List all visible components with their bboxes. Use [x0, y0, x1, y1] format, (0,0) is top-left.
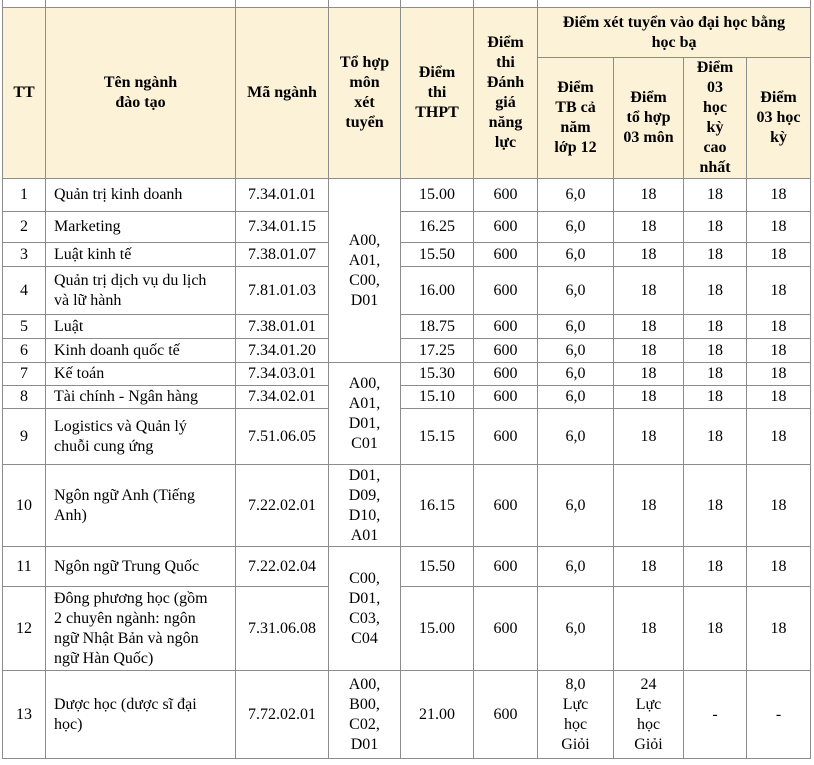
grade12-average: 6,0: [538, 465, 614, 547]
three-semesters-score: 18: [747, 465, 811, 547]
competency-score: 600: [474, 315, 538, 339]
three-semesters-score: 18: [747, 587, 811, 671]
subject-combination: A00, A01, D01, C01: [329, 363, 401, 465]
subject-combination: A00, B00, C02, D01: [329, 671, 401, 759]
major-name: Ngôn ngữ Anh (Tiếng Anh): [46, 465, 236, 547]
top-three-semesters-score: 18: [684, 409, 747, 465]
major-name: Dược học (dược sĩ đại học): [46, 671, 236, 759]
table-row: [3, 267, 811, 315]
major-name: Đông phương học (gồm 2 chuyên ngành: ngôn ngữ Nhật Bản và ngôn ngữ Hàn Quốc): [46, 587, 236, 671]
major-code: 7.34.01.20: [236, 339, 329, 363]
row-number: 6: [3, 339, 46, 363]
major-code: 7.81.01.03: [236, 267, 329, 315]
row-number: 3: [3, 243, 46, 267]
table-row: [3, 339, 811, 363]
header-transcript-group: Điểm xét tuyển vào đại học bằng học bạ: [538, 8, 811, 58]
grade12-average: 6,0: [538, 315, 614, 339]
header-tt: TT: [3, 8, 46, 179]
admission-score-table-wrapper: [2, 7, 811, 759]
three-semesters-score: 18: [747, 547, 811, 587]
row-number: 2: [3, 212, 46, 243]
grade12-average: 6,0: [538, 409, 614, 465]
row-number: 10: [3, 465, 46, 547]
top-three-semesters-score: 18: [684, 179, 747, 212]
competency-score: 600: [474, 671, 538, 759]
competency-score: 600: [474, 243, 538, 267]
thpt-score: 16.00: [401, 267, 474, 315]
header-grade12-average: Điểm TB cả năm lớp 12: [538, 58, 614, 179]
three-subject-score: 18: [614, 386, 684, 409]
header-subject-combination: Tổ hợp môn xét tuyển: [329, 8, 401, 179]
thpt-score: 15.30: [401, 363, 474, 386]
table-row: [3, 315, 811, 339]
table-row: [3, 409, 811, 465]
major-name: Kinh doanh quốc tế: [46, 339, 236, 363]
major-name: Kế toán: [46, 363, 236, 386]
major-code: 7.34.01.01: [236, 179, 329, 212]
competency-score: 600: [474, 363, 538, 386]
thpt-score: 16.25: [401, 212, 474, 243]
admission-score-table: [2, 7, 811, 759]
table-body: [3, 179, 811, 759]
top-three-semesters-score: 18: [684, 315, 747, 339]
major-name: Logistics và Quản lý chuỗi cung ứng: [46, 409, 236, 465]
table-top-edge: [0, 0, 814, 7]
header-major-name: Tên ngành đào tạo: [46, 8, 236, 179]
major-code: 7.34.01.15: [236, 212, 329, 243]
three-subject-score: 18: [614, 212, 684, 243]
grade12-average: 6,0: [538, 386, 614, 409]
major-name: Ngôn ngữ Trung Quốc: [46, 547, 236, 587]
three-subject-score: 18: [614, 179, 684, 212]
major-name: Quản trị dịch vụ du lịch và lữ hành: [46, 267, 236, 315]
subject-combination: D01, D09, D10, A01: [329, 465, 401, 547]
three-subject-score: 18: [614, 243, 684, 267]
three-subject-score: 18: [614, 267, 684, 315]
top-three-semesters-score: 18: [684, 363, 747, 386]
three-semesters-score: 18: [747, 339, 811, 363]
thpt-score: 15.00: [401, 587, 474, 671]
thpt-score: 15.50: [401, 243, 474, 267]
top-three-semesters-score: 18: [684, 547, 747, 587]
top-three-semesters-score: 18: [684, 386, 747, 409]
grade12-average: 6,0: [538, 339, 614, 363]
three-subject-score: 18: [614, 315, 684, 339]
grade12-average: 6,0: [538, 212, 614, 243]
major-code: 7.31.06.08: [236, 587, 329, 671]
three-semesters-score: 18: [747, 243, 811, 267]
major-code: 7.51.06.05: [236, 409, 329, 465]
three-semesters-score: 18: [747, 386, 811, 409]
competency-score: 600: [474, 587, 538, 671]
row-number: 9: [3, 409, 46, 465]
grade12-average: 6,0: [538, 547, 614, 587]
three-semesters-score: 18: [747, 409, 811, 465]
competency-score: 600: [474, 339, 538, 363]
row-number: 5: [3, 315, 46, 339]
top-three-semesters-score: 18: [684, 243, 747, 267]
thpt-score: 17.25: [401, 339, 474, 363]
grade12-average: 6,0: [538, 243, 614, 267]
competency-score: 600: [474, 465, 538, 547]
thpt-score: 15.00: [401, 179, 474, 212]
competency-score: 600: [474, 409, 538, 465]
header-competency-score: Điểm thi Đánh giá năng lực: [474, 8, 538, 179]
row-number: 1: [3, 179, 46, 212]
header-three-subject-score: Điểm tổ hợp 03 môn: [614, 58, 684, 179]
table-row: [3, 671, 811, 759]
row-number: 7: [3, 363, 46, 386]
three-semesters-score: 18: [747, 212, 811, 243]
major-code: 7.72.02.01: [236, 671, 329, 759]
header-top-three-semesters: Điểm 03 học kỳ cao nhất: [684, 58, 747, 179]
major-name: Tài chính - Ngân hàng: [46, 386, 236, 409]
table-row: [3, 386, 811, 409]
competency-score: 600: [474, 212, 538, 243]
competency-score: 600: [474, 267, 538, 315]
thpt-score: 16.15: [401, 465, 474, 547]
subject-combination: C00, D01, C03, C04: [329, 547, 401, 671]
thpt-score: 21.00: [401, 671, 474, 759]
header-thpt-score: Điểm thi THPT: [401, 8, 474, 179]
header-major-code: Mã ngành: [236, 8, 329, 179]
table-row: [3, 465, 811, 547]
competency-score: 600: [474, 547, 538, 587]
three-semesters-score: -: [747, 671, 811, 759]
subject-combination: A00, A01, C00, D01: [329, 179, 401, 363]
three-semesters-score: 18: [747, 363, 811, 386]
top-three-semesters-score: 18: [684, 465, 747, 547]
major-name: Luật: [46, 315, 236, 339]
table-header: [3, 8, 811, 179]
three-subject-score: 18: [614, 363, 684, 386]
thpt-score: 15.15: [401, 409, 474, 465]
top-three-semesters-score: 18: [684, 339, 747, 363]
thpt-score: 15.50: [401, 547, 474, 587]
three-subject-score: 18: [614, 465, 684, 547]
row-number: 8: [3, 386, 46, 409]
thpt-score: 18.75: [401, 315, 474, 339]
three-semesters-score: 18: [747, 315, 811, 339]
row-number: 12: [3, 587, 46, 671]
table-row: [3, 547, 811, 587]
major-code: 7.38.01.01: [236, 315, 329, 339]
three-subject-score: 18: [614, 339, 684, 363]
table-row: [3, 243, 811, 267]
grade12-average: 6,0: [538, 363, 614, 386]
top-three-semesters-score: -: [684, 671, 747, 759]
header-three-semesters: Điểm 03 học kỳ: [747, 58, 811, 179]
table-row: [3, 363, 811, 386]
thpt-score: 15.10: [401, 386, 474, 409]
row-number: 13: [3, 671, 46, 759]
three-subject-score: 24 Lực học Giỏi: [614, 671, 684, 759]
three-subject-score: 18: [614, 587, 684, 671]
grade12-average: 6,0: [538, 267, 614, 315]
three-subject-score: 18: [614, 409, 684, 465]
competency-score: 600: [474, 179, 538, 212]
row-number: 4: [3, 267, 46, 315]
major-name: Marketing: [46, 212, 236, 243]
table-row: [3, 212, 811, 243]
top-three-semesters-score: 18: [684, 267, 747, 315]
grade12-average: 6,0: [538, 179, 614, 212]
row-number: 11: [3, 547, 46, 587]
major-code: 7.34.02.01: [236, 386, 329, 409]
grade12-average: 8,0 Lực học Giỏi: [538, 671, 614, 759]
grade12-average: 6,0: [538, 587, 614, 671]
three-semesters-score: 18: [747, 267, 811, 315]
major-code: 7.22.02.01: [236, 465, 329, 547]
competency-score: 600: [474, 386, 538, 409]
top-three-semesters-score: 18: [684, 587, 747, 671]
major-name: Quản trị kinh doanh: [46, 179, 236, 212]
three-subject-score: 18: [614, 547, 684, 587]
major-code: 7.34.03.01: [236, 363, 329, 386]
major-name: Luật kinh tế: [46, 243, 236, 267]
major-code: 7.22.02.04: [236, 547, 329, 587]
table-row: [3, 587, 811, 671]
three-semesters-score: 18: [747, 179, 811, 212]
major-code: 7.38.01.07: [236, 243, 329, 267]
table-row: [3, 179, 811, 212]
top-three-semesters-score: 18: [684, 212, 747, 243]
